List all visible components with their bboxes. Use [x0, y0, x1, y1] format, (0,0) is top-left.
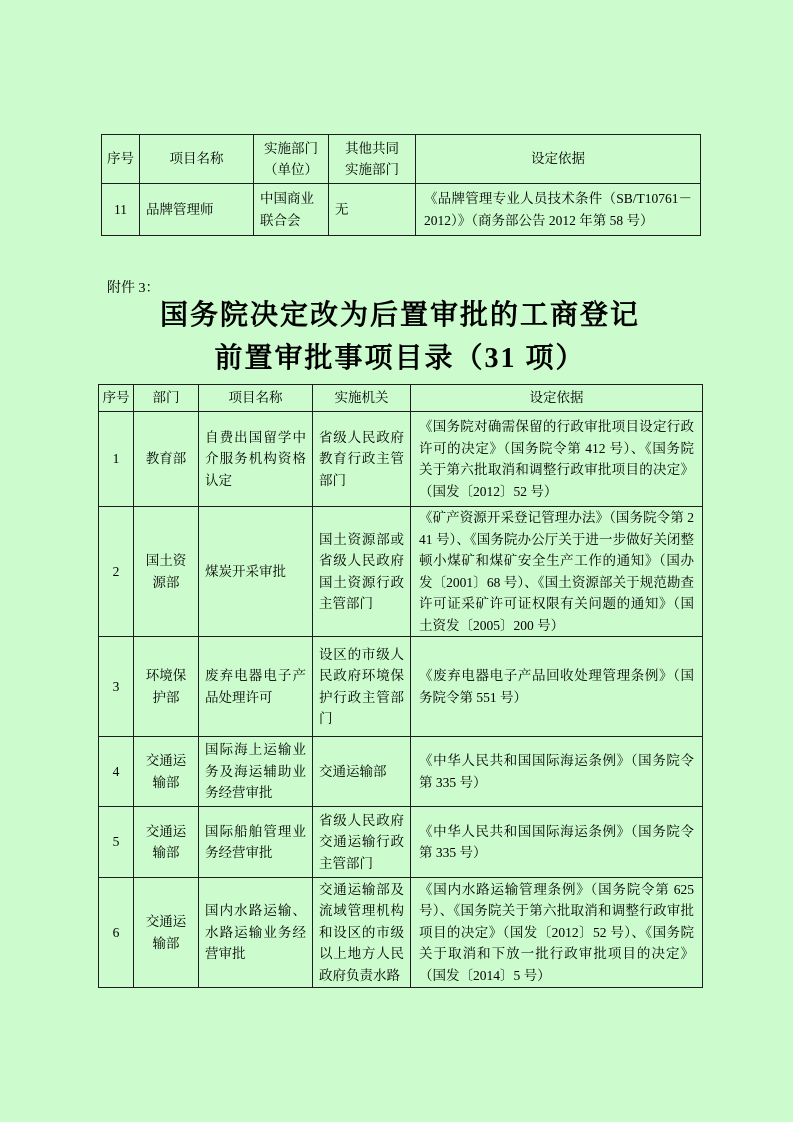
name-cell: 品牌管理师 [140, 184, 254, 236]
basis-cell: 《矿产资源开采登记管理办法》（国务院令第 241 号）、《国务院办公厅关于进一步做好关闭整顿小煤矿和煤矿安全生产工作的通知》（国办发〔2001〕68 号）、《国土资源部关于规范勘查许可证采矿许可证权限有关问题的通知》（国土资发〔2005〕200 号） [411, 507, 703, 637]
header-agency: 实施机关 [313, 385, 411, 412]
table-row [99, 737, 703, 807]
dept-cell: 环境保护部 [134, 637, 199, 737]
seq-cell: 5 [99, 807, 134, 878]
table-row [99, 637, 703, 737]
seq-cell: 4 [99, 737, 134, 807]
agency-cell: 省级人民政府交通运输行政主管部门 [313, 807, 411, 878]
seq-cell: 6 [99, 878, 134, 988]
header-name: 项目名称 [140, 135, 254, 184]
lower-table [98, 384, 703, 988]
dept-cell: 国土资源部 [134, 507, 199, 637]
basis-cell: 《中华人民共和国国际海运条例》（国务院令第 335 号） [411, 807, 703, 878]
seq-cell: 11 [102, 184, 140, 236]
agency-cell: 国土资源部或省级人民政府国土资源行政主管部门 [313, 507, 411, 637]
table-row [99, 807, 703, 878]
basis-cell: 《国内水路运输管理条例》（国务院令第 625 号）、《国务院关于第六批取消和调整行政审批项目的决定》（国发〔2012〕52 号）、《国务院关于取消和下放一批行政审批项目的决定》（国发〔2014〕5 号） [411, 878, 703, 988]
header-basis: 设定依据 [416, 135, 701, 184]
agency-cell: 交通运输部 [313, 737, 411, 807]
header-dept: 部门 [134, 385, 199, 412]
name-cell: 自费出国留学中介服务机构资格认定 [199, 412, 313, 507]
dept-cell: 交通运输部 [134, 807, 199, 878]
header-seq: 序号 [102, 135, 140, 184]
dept-cell: 交通运输部 [134, 737, 199, 807]
seq-cell: 1 [99, 412, 134, 507]
name-cell: 废弃电器电子产品处理许可 [199, 637, 313, 737]
title-line-1: 国务院决定改为后置审批的工商登记 [159, 300, 640, 331]
table-row [102, 184, 701, 236]
lower-table-header-row [99, 385, 703, 412]
header-seq: 序号 [99, 385, 134, 412]
upper-table-header-row [102, 135, 701, 184]
header-co-dept: 其他共同实施部门 [329, 135, 416, 184]
agency-cell: 设区的市级人民政府环境保护行政主管部门 [313, 637, 411, 737]
basis-cell: 《国务院对确需保留的行政审批项目设定行政许可的决定》（国务院令第 412 号）、《国务院关于第六批取消和调整行政审批项目的决定》（国发〔2012〕52 号） [411, 412, 703, 507]
basis-cell: 《中华人民共和国国际海运条例》（国务院令第 335 号） [411, 737, 703, 807]
agency-cell: 省级人民政府教育行政主管部门 [313, 412, 411, 507]
header-name: 项目名称 [199, 385, 313, 412]
attachment-label: 附件 3： [107, 281, 160, 296]
name-cell: 国际船舶管理业务经营审批 [199, 807, 313, 878]
header-basis: 设定依据 [411, 385, 703, 412]
dept-cell: 交通运输部 [134, 878, 199, 988]
document-title [98, 294, 702, 380]
header-dept: 实施部门（单位） [254, 135, 329, 184]
table-row [99, 878, 703, 988]
title-line-2: 前置审批事项目录（31 项） [214, 343, 586, 374]
dept-cell: 中国商业联合会 [254, 184, 329, 236]
name-cell: 国内水路运输、水路运输业务经营审批 [199, 878, 313, 988]
basis-cell: 《废弃电器电子产品回收处理管理条例》（国务院令第 551 号） [411, 637, 703, 737]
seq-cell: 3 [99, 637, 134, 737]
table-row [99, 412, 703, 507]
seq-cell: 2 [99, 507, 134, 637]
name-cell: 煤炭开采审批 [199, 507, 313, 637]
agency-cell: 交通运输部及流域管理机构和设区的市级以上地方人民政府负责水路 [313, 878, 411, 988]
upper-table [101, 134, 701, 236]
dept-cell: 教育部 [134, 412, 199, 507]
basis-cell: 《品牌管理专业人员技术条件（SB/T10761－2012）》（商务部公告 2012 年第 58 号） [416, 184, 701, 236]
table-row [99, 507, 703, 637]
name-cell: 国际海上运输业务及海运辅助业务经营审批 [199, 737, 313, 807]
co-dept-cell: 无 [329, 184, 416, 236]
